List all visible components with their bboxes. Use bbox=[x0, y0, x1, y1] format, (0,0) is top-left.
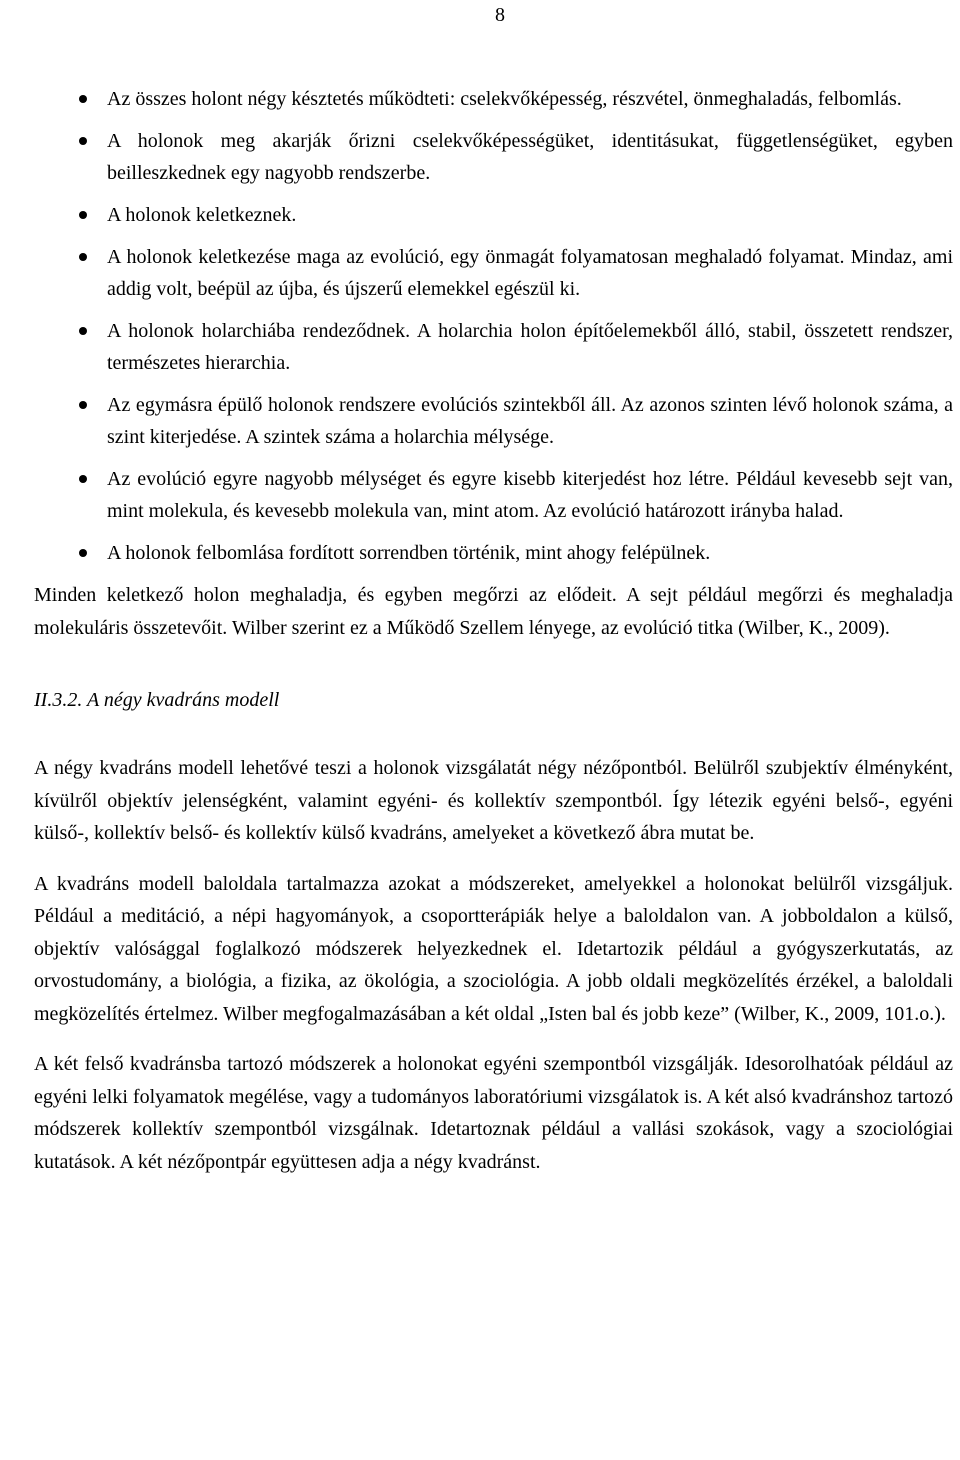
bullet-list bbox=[34, 83, 953, 569]
page-number: 8 bbox=[495, 4, 505, 26]
paragraph: A négy kvadráns modell lehetővé teszi a holonok vizsgálatát négy nézőpontból. Belülről szubjektív élményként, kívülről objektív jelenségként, valamint egyéni- és kollektív szempontból. Így létezik egyéni belső-, egyéni külső-, kollektív belső- és kollektív külső kvadráns, amelyeket a következő ábra mutat be. bbox=[34, 757, 953, 844]
list-item-text: A holonok holarchiába rendeződnek. A holarchia holon építőelemekből álló, stabil, összetett rendszer, természetes hierarchia. bbox=[107, 320, 953, 374]
list-item-text: Az egymásra épülő holonok rendszere evolúciós szintekből áll. Az azonos szinten lévő holonok száma, a szint kiterjedése. A szintek száma a holarchia mélysége. bbox=[107, 394, 953, 448]
page-content bbox=[34, 83, 953, 1178]
section-heading: II.3.2. A négy kvadráns modell bbox=[34, 689, 280, 711]
paragraph: A két felső kvadránsba tartozó módszerek a holonokat egyéni szempontból vizsgálják. Idesorolhatóak például az egyéni lelki folyamatok megélése, vagy a tudományos laboratóriumi vizsgálatok is. A két alsó kvadránshoz tartozó módszerek kollektív szempontból vizsgálnak. Idetartoznak például a vallási szokások, vagy a szociológiai kutatások. A két nézőpontpár együttesen adja a négy kvadránst. bbox=[34, 1053, 953, 1173]
list-item-text: A holonok meg akarják őrizni cselekvőképességüket, identitásukat, függetlenségüket, egyben beilleszkednek egy nagyobb rendszerbe. bbox=[107, 130, 953, 184]
list-item-text: A holonok keletkezése maga az evolúció, egy önmagát folyamatosan meghaladó folyamat. Mindaz, ami addig volt, beépül az újba, és újszerű elemekkel egészül ki. bbox=[107, 246, 953, 300]
list-item-text: Az összes holont négy késztetés működteti: cselekvőképesség, részvétel, önmeghaladás, felbomlás. bbox=[107, 88, 902, 110]
list-item bbox=[34, 83, 953, 115]
bullet-icon bbox=[79, 137, 87, 145]
list-item bbox=[34, 241, 953, 305]
bullet-icon bbox=[79, 95, 87, 103]
bullet-icon bbox=[79, 475, 87, 483]
list-item-text: A holonok keletkeznek. bbox=[107, 204, 297, 226]
list-item bbox=[34, 463, 953, 527]
list-item-text: Az evolúció egyre nagyobb mélységet és egyre kisebb kiterjedést hoz létre. Például kevesebb sejt van, mint molekula, és kevesebb molekula van, mint atom. Az evolúció határozott irányba halad. bbox=[107, 468, 953, 522]
bullet-icon bbox=[79, 253, 87, 261]
bullet-icon bbox=[79, 401, 87, 409]
list-item bbox=[34, 389, 953, 453]
list-item bbox=[34, 125, 953, 189]
bullet-icon bbox=[79, 211, 87, 219]
bullet-icon bbox=[79, 327, 87, 335]
paragraph: A kvadráns modell baloldala tartalmazza azokat a módszereket, amelyekkel a holonokat belülről vizsgáljuk. Például a meditáció, a népi hagyományok, a csoportterápiák helye a baloldalon van. A jobboldalon a külső, objektív valósággal foglalkozó módszerek helyezkednek el. Idetartozik például a gyógyszerkutatás, az orvostudomány, a biológia, a fizika, az ökológia, a szociológia. A jobb oldali megközelítés érzékel, a baloldali megközelítés értelmez. Wilber megfogalmazásában a két oldal „Isten bal és jobb keze” (Wilber, K., 2009, 101.o.). bbox=[34, 872, 953, 1025]
list-item bbox=[34, 199, 953, 231]
list-item bbox=[34, 537, 953, 569]
list-item-text: A holonok felbomlása fordított sorrendben történik, mint ahogy felépülnek. bbox=[107, 542, 711, 564]
paragraph-evolution-summary: Minden keletkező holon meghaladja, és egyben megőrzi az elődeit. A sejt például megőrzi és meghaladja molekuláris összetevőit. Wilber szerint ez a Működő Szellem lényege, az evolúció titka (Wilber, K., 2009). bbox=[34, 584, 953, 639]
list-item bbox=[34, 315, 953, 379]
bullet-icon bbox=[79, 549, 87, 557]
